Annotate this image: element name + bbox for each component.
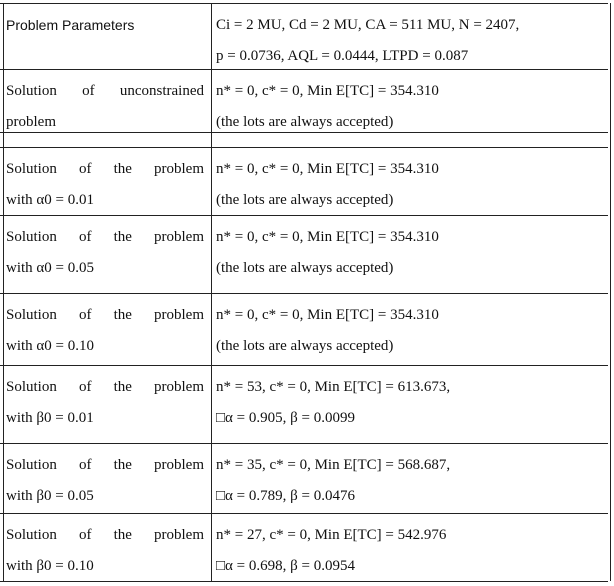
table-row <box>0 147 608 216</box>
row-label-line1: Solution of the problem <box>6 161 204 177</box>
row-result-line2: □α = 0.905, β = 0.0099 <box>216 410 355 426</box>
row-label-line1: Solution of the problem <box>6 457 204 473</box>
table-row <box>0 69 608 148</box>
row-label-line2: with β0 = 0.05 <box>6 488 94 504</box>
row-result-line1: n* = 35, c* = 0, Min E[TC] = 568.687, <box>216 457 451 473</box>
row-label-line2: with β0 = 0.10 <box>6 558 94 574</box>
row-result-line1: n* = 53, c* = 0, Min E[TC] = 613.673, <box>216 379 451 395</box>
row-label-line1: Solution of unconstrained <box>6 83 204 99</box>
row-result-line2: (the lots are always accepted) <box>216 260 394 276</box>
row-label-line1: Solution of the problem <box>6 229 204 245</box>
row-result-line2: (the lots are always accepted) <box>216 192 394 208</box>
table-row-header <box>0 3 608 70</box>
header-params-line2: p = 0.0736, AQL = 0.0444, LTPD = 0.087 <box>216 48 469 64</box>
table-row <box>0 513 608 582</box>
row-result-line1: n* = 0, c* = 0, Min E[TC] = 354.310 <box>216 83 439 99</box>
row-underline <box>0 132 608 133</box>
row-result-line1: n* = 0, c* = 0, Min E[TC] = 354.310 <box>216 161 439 177</box>
table-row <box>0 443 608 514</box>
row-result-line2: (the lots are always accepted) <box>216 338 394 354</box>
table-row <box>0 365 608 444</box>
table-row <box>0 215 608 294</box>
row-label-line1: Solution of the problem <box>6 307 204 323</box>
row-label-line2: with α0 = 0.01 <box>6 192 94 208</box>
row-label-line2: problem <box>6 114 56 130</box>
row-result-line1: n* = 27, c* = 0, Min E[TC] = 542.976 <box>216 527 447 543</box>
row-label-line2: with β0 = 0.01 <box>6 410 94 426</box>
row-result-line2: □α = 0.698, β = 0.0954 <box>216 558 355 574</box>
table-row <box>0 293 608 366</box>
row-result-line1: n* = 0, c* = 0, Min E[TC] = 354.310 <box>216 229 439 245</box>
row-result-line2: □α = 0.789, β = 0.0476 <box>216 488 355 504</box>
row-label-line1: Solution of the problem <box>6 527 204 543</box>
row-result-line2: (the lots are always accepted) <box>216 114 394 130</box>
row-label-line2: with α0 = 0.10 <box>6 338 94 354</box>
header-label: Problem Parameters <box>6 17 135 33</box>
row-label-line2: with α0 = 0.05 <box>6 260 94 276</box>
header-params-line1: Ci = 2 MU, Cd = 2 MU, CA = 511 MU, N = 2407, <box>216 17 520 33</box>
row-result-line1: n* = 0, c* = 0, Min E[TC] = 354.310 <box>216 307 439 323</box>
row-label-line1: Solution of the problem <box>6 379 204 395</box>
